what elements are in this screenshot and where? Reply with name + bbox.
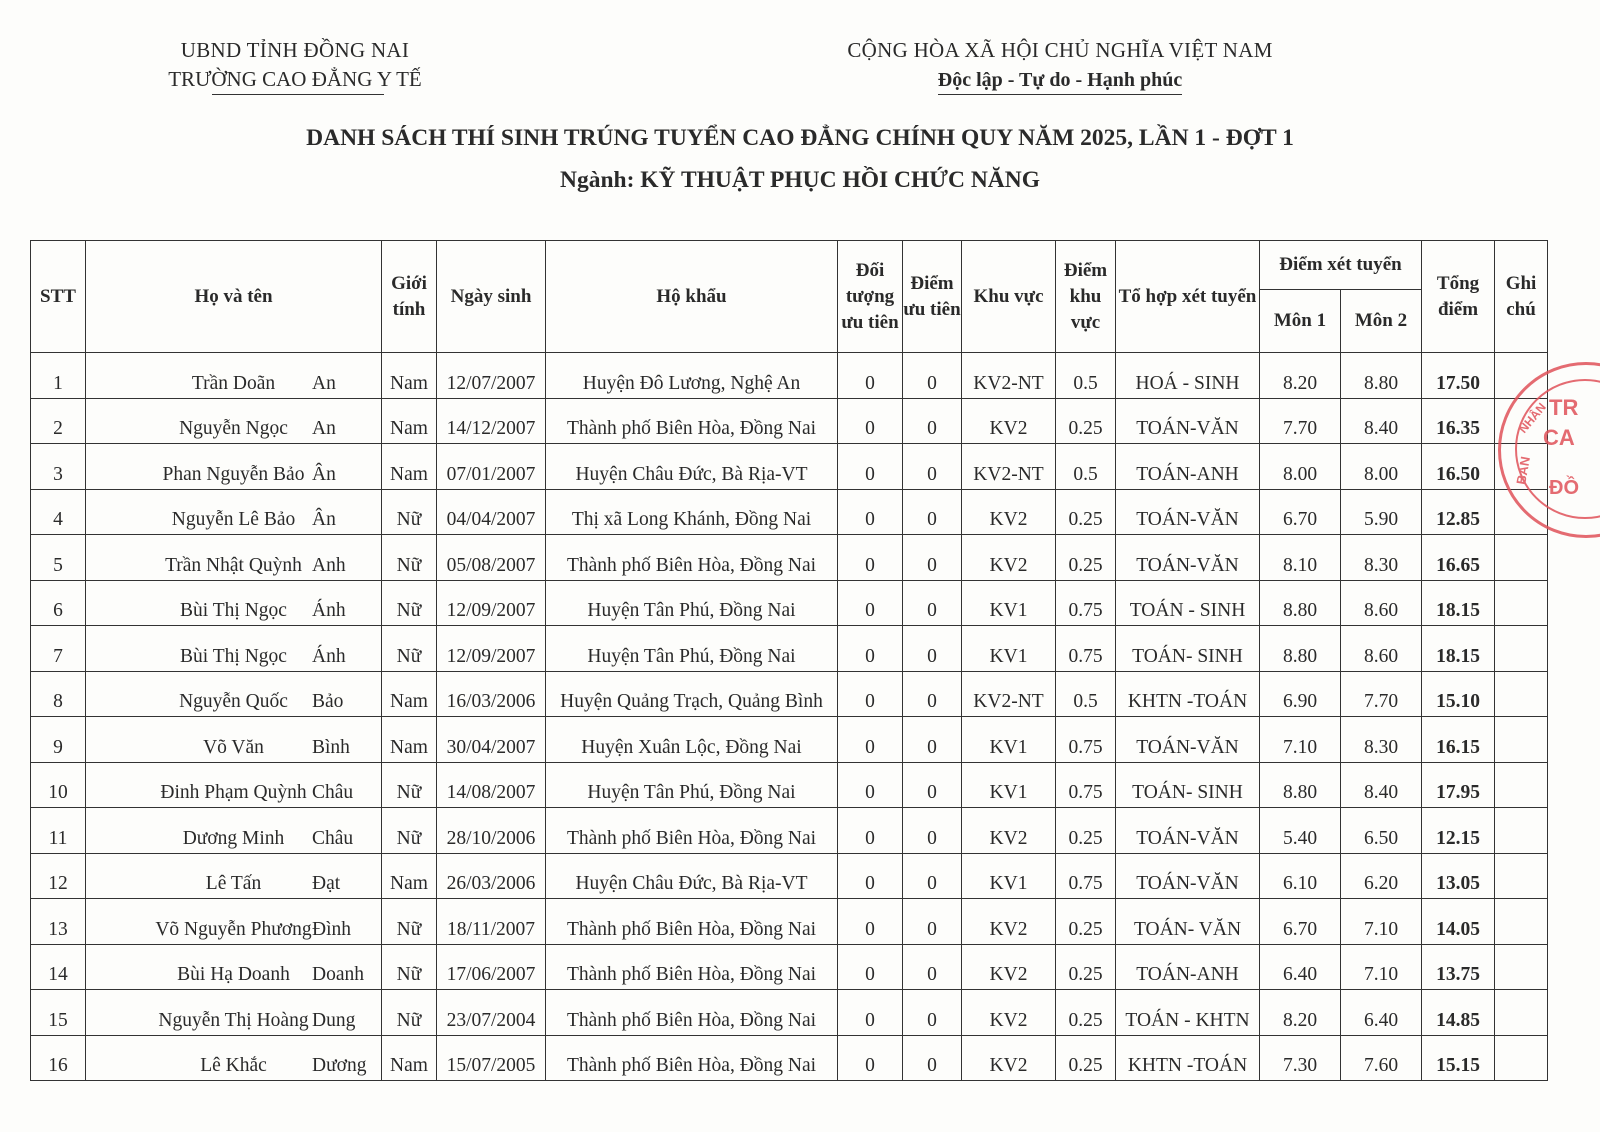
row-note (1495, 626, 1548, 672)
row-stt: 10 (31, 762, 86, 808)
row-priority-group: 0 (838, 535, 903, 581)
row-gender: Nam (382, 398, 437, 444)
row-priority-group: 0 (838, 444, 903, 490)
col-header-total: Tổng điểm (1422, 241, 1495, 353)
seal-text-c: ĐỒ (1549, 477, 1579, 499)
row-last-name: Lê Tấn (205, 873, 262, 894)
row-region: KV2 (962, 808, 1056, 854)
row-combo: KHTN -TOÁN (1116, 671, 1260, 717)
row-note (1495, 944, 1548, 990)
row-priority-points: 0 (903, 626, 962, 672)
row-subject2: 6.50 (1341, 808, 1422, 854)
row-priority-points: 0 (903, 1035, 962, 1081)
row-note (1495, 535, 1548, 581)
row-subject2: 8.40 (1341, 762, 1422, 808)
row-region: KV1 (962, 626, 1056, 672)
row-region: KV2 (962, 1035, 1056, 1081)
row-address: Thành phố Biên Hòa, Đồng Nai (546, 398, 838, 444)
col-header-region-points: Điểm khu vực (1056, 241, 1116, 353)
row-stt: 12 (31, 853, 86, 899)
row-note (1495, 808, 1548, 854)
table-row (31, 580, 1548, 626)
row-note (1495, 899, 1548, 945)
row-subject1: 7.30 (1260, 1035, 1341, 1081)
seal-text-d: BAN (1513, 455, 1533, 486)
row-combo: TOÁN-VĂN (1116, 398, 1260, 444)
row-subject2: 8.30 (1341, 717, 1422, 763)
row-subject1: 8.20 (1260, 990, 1341, 1036)
row-region: KV2 (962, 990, 1056, 1036)
row-subject1: 8.80 (1260, 580, 1341, 626)
document-title: DANH SÁCH THÍ SINH TRÚNG TUYỂN CAO ĐẲNG CHÍNH QUY NĂM 2025, LẦN 1 - ĐỢT 1 (306, 125, 1294, 151)
row-dob: 18/11/2007 (437, 899, 546, 945)
row-stt: 3 (31, 444, 86, 490)
row-region-points: 0.25 (1056, 489, 1116, 535)
row-last-name: Võ Nguyễn Phương (155, 918, 312, 940)
row-subject2: 6.20 (1341, 853, 1422, 899)
table-row (31, 717, 1548, 763)
row-gender: Nam (382, 671, 437, 717)
row-subject1: 6.70 (1260, 899, 1341, 945)
row-region-points: 0.5 (1056, 444, 1116, 490)
row-region-points: 0.25 (1056, 1035, 1116, 1081)
table-row (31, 353, 1548, 399)
row-name (86, 899, 382, 945)
row-gender: Nữ (382, 990, 437, 1036)
row-subject1: 7.70 (1260, 398, 1341, 444)
col-header-dob: Ngày sinh (437, 241, 546, 353)
row-total: 17.95 (1422, 762, 1495, 808)
row-region-points: 0.25 (1056, 535, 1116, 581)
row-note (1495, 1035, 1548, 1081)
table-row (31, 762, 1548, 808)
row-last-name: Trần Nhật Quỳnh (165, 554, 302, 576)
row-last-name: Trần Doãn (191, 372, 276, 394)
row-dob: 28/10/2006 (437, 808, 546, 854)
row-region-points: 0.25 (1056, 944, 1116, 990)
row-priority-group: 0 (838, 1035, 903, 1081)
row-address: Huyện Tân Phú, Đồng Nai (546, 626, 838, 672)
row-dob: 12/09/2007 (437, 580, 546, 626)
row-name (86, 580, 382, 626)
national-name: CỘNG HÒA XÃ HỘI CHỦ NGHĨA VIỆT NAM (847, 38, 1273, 62)
row-total: 13.75 (1422, 944, 1495, 990)
row-region: KV2 (962, 398, 1056, 444)
row-first-name: Dung (312, 1009, 356, 1031)
row-region-points: 0.75 (1056, 717, 1116, 763)
col-header-region: Khu vực (962, 241, 1056, 353)
row-region-points: 0.75 (1056, 580, 1116, 626)
row-subject2: 8.60 (1341, 580, 1422, 626)
row-subject1: 8.80 (1260, 762, 1341, 808)
row-gender: Nam (382, 853, 437, 899)
row-gender: Nam (382, 717, 437, 763)
row-dob: 07/01/2007 (437, 444, 546, 490)
row-dob: 12/07/2007 (437, 353, 546, 399)
row-name (86, 353, 382, 399)
row-dob: 17/06/2007 (437, 944, 546, 990)
row-region-points: 0.25 (1056, 990, 1116, 1036)
row-priority-points: 0 (903, 808, 962, 854)
row-subject1: 8.00 (1260, 444, 1341, 490)
row-name (86, 626, 382, 672)
table-row (31, 626, 1548, 672)
col-header-address: Hộ khẩu (546, 241, 838, 353)
row-first-name: Đạt (312, 873, 341, 894)
row-stt: 1 (31, 353, 86, 399)
row-priority-points: 0 (903, 353, 962, 399)
row-subject1: 6.40 (1260, 944, 1341, 990)
row-subject1: 6.10 (1260, 853, 1341, 899)
row-subject1: 7.10 (1260, 717, 1341, 763)
row-gender: Nữ (382, 899, 437, 945)
row-subject2: 8.30 (1341, 535, 1422, 581)
row-address: Thành phố Biên Hòa, Đồng Nai (546, 535, 838, 581)
row-total: 18.15 (1422, 580, 1495, 626)
row-combo: TOÁN-VĂN (1116, 853, 1260, 899)
row-priority-group: 0 (838, 353, 903, 399)
row-first-name: Châu (312, 782, 354, 803)
row-total: 12.85 (1422, 489, 1495, 535)
row-total: 15.10 (1422, 671, 1495, 717)
row-first-name: Ân (312, 463, 336, 485)
row-total: 13.05 (1422, 853, 1495, 899)
row-subject2: 7.10 (1341, 944, 1422, 990)
row-priority-points: 0 (903, 899, 962, 945)
row-gender: Nữ (382, 626, 437, 672)
table-row (31, 398, 1548, 444)
row-region-points: 0.5 (1056, 671, 1116, 717)
table-row (31, 535, 1548, 581)
col-header-name: Họ và tên (86, 241, 382, 353)
document-subtitle: Ngành: KỸ THUẬT PHỤC HỒI CHỨC NĂNG (559, 167, 1041, 193)
row-note (1495, 580, 1548, 626)
row-priority-points: 0 (903, 444, 962, 490)
row-first-name: Ánh (312, 600, 346, 621)
row-priority-points: 0 (903, 990, 962, 1036)
row-last-name: Võ Văn (203, 736, 264, 758)
table-row (31, 990, 1548, 1036)
col-header-gender: Giới tính (382, 241, 437, 353)
row-stt: 13 (31, 899, 86, 945)
row-name (86, 990, 382, 1036)
row-combo: TOÁN - SINH (1116, 580, 1260, 626)
row-address: Huyện Châu Đức, Bà Rịa-VT (546, 853, 838, 899)
row-priority-points: 0 (903, 671, 962, 717)
row-subject2: 7.10 (1341, 899, 1422, 945)
row-total: 14.85 (1422, 990, 1495, 1036)
col-header-combo: Tổ hợp xét tuyển (1116, 241, 1260, 353)
seal-text-e: NHÂN (1515, 400, 1549, 436)
row-region: KV2-NT (962, 353, 1056, 399)
col-header-subject1: Môn 1 (1260, 290, 1341, 353)
row-gender: Nam (382, 353, 437, 399)
row-dob: 23/07/2004 (437, 990, 546, 1036)
row-total: 12.15 (1422, 808, 1495, 854)
row-region: KV1 (962, 853, 1056, 899)
col-header-note: Ghi chú (1495, 241, 1548, 353)
row-total: 15.15 (1422, 1035, 1495, 1081)
row-name (86, 853, 382, 899)
row-last-name: Bùi Thị Ngọc (180, 645, 287, 667)
row-priority-group: 0 (838, 808, 903, 854)
row-name (86, 808, 382, 854)
row-name (86, 944, 382, 990)
row-address: Huyện Quảng Trạch, Quảng Bình (546, 671, 838, 717)
row-first-name: Doanh (312, 964, 364, 985)
row-last-name: Nguyễn Ngọc (179, 418, 288, 439)
issuer-authority: UBND TỈNH ĐỒNG NAI (180, 38, 410, 62)
row-region-points: 0.75 (1056, 626, 1116, 672)
col-header-priority-group: Đối tượng ưu tiên (838, 241, 903, 353)
row-total: 14.05 (1422, 899, 1495, 945)
row-stt: 7 (31, 626, 86, 672)
row-combo: TOÁN-VĂN (1116, 808, 1260, 854)
table-row (31, 944, 1548, 990)
row-combo: TOÁN - KHTN (1116, 990, 1260, 1036)
row-name (86, 489, 382, 535)
row-subject2: 8.80 (1341, 353, 1422, 399)
row-note (1495, 762, 1548, 808)
row-region: KV1 (962, 762, 1056, 808)
row-last-name: Lê Khắc (200, 1055, 267, 1076)
seal-text-b: CA (1543, 425, 1575, 450)
row-priority-group: 0 (838, 717, 903, 763)
row-combo: TOÁN-ANH (1116, 944, 1260, 990)
row-note (1495, 671, 1548, 717)
row-subject2: 8.40 (1341, 398, 1422, 444)
row-priority-points: 0 (903, 853, 962, 899)
row-last-name: Đinh Phạm Quỳnh (160, 782, 307, 803)
row-address: Huyện Tân Phú, Đồng Nai (546, 762, 838, 808)
row-priority-group: 0 (838, 626, 903, 672)
row-last-name: Phan Nguyễn Bảo (162, 463, 305, 485)
row-subject1: 8.80 (1260, 626, 1341, 672)
row-address: Huyện Châu Đức, Bà Rịa-VT (546, 444, 838, 490)
national-motto-block (800, 38, 1320, 95)
row-gender: Nam (382, 1035, 437, 1081)
col-header-subject2: Môn 2 (1341, 290, 1422, 353)
row-region: KV2-NT (962, 671, 1056, 717)
row-region: KV1 (962, 717, 1056, 763)
row-region: KV2-NT (962, 444, 1056, 490)
row-address: Thị xã Long Khánh, Đồng Nai (546, 489, 838, 535)
row-priority-points: 0 (903, 398, 962, 444)
row-name (86, 398, 382, 444)
row-dob: 14/12/2007 (437, 398, 546, 444)
national-motto: Độc lập - Tự do - Hạnh phúc (938, 69, 1182, 95)
row-total: 16.65 (1422, 535, 1495, 581)
row-priority-group: 0 (838, 671, 903, 717)
row-combo: TOÁN-VĂN (1116, 489, 1260, 535)
row-subject1: 8.20 (1260, 353, 1341, 399)
row-subject1: 5.40 (1260, 808, 1341, 854)
row-name (86, 444, 382, 490)
row-dob: 04/04/2007 (437, 489, 546, 535)
row-address: Thành phố Biên Hòa, Đồng Nai (546, 944, 838, 990)
row-first-name: Anh (312, 554, 346, 576)
table-row (31, 671, 1548, 717)
table-row (31, 853, 1548, 899)
row-priority-points: 0 (903, 489, 962, 535)
row-combo: TOÁN- SINH (1116, 762, 1260, 808)
row-region: KV2 (962, 489, 1056, 535)
row-gender: Nữ (382, 535, 437, 581)
table-row (31, 1035, 1548, 1081)
row-gender: Nam (382, 444, 437, 490)
row-region-points: 0.25 (1056, 398, 1116, 444)
row-dob: 16/03/2006 (437, 671, 546, 717)
row-region: KV1 (962, 580, 1056, 626)
row-combo: TOÁN-VĂN (1116, 535, 1260, 581)
row-subject1: 6.70 (1260, 489, 1341, 535)
row-stt: 11 (31, 808, 86, 854)
row-last-name: Bùi Thị Ngọc (180, 600, 287, 621)
issuer-underline (212, 94, 384, 95)
row-subject1: 8.10 (1260, 535, 1341, 581)
row-stt: 2 (31, 398, 86, 444)
row-stt: 8 (31, 671, 86, 717)
row-region: KV2 (962, 899, 1056, 945)
row-dob: 30/04/2007 (437, 717, 546, 763)
row-subject2: 7.60 (1341, 1035, 1422, 1081)
row-priority-group: 0 (838, 899, 903, 945)
table-row (31, 808, 1548, 854)
col-header-stt: STT (31, 241, 86, 353)
row-first-name: Ánh (312, 645, 346, 667)
row-stt: 15 (31, 990, 86, 1036)
row-stt: 6 (31, 580, 86, 626)
seal-text-a: TR (1549, 395, 1579, 420)
row-stt: 16 (31, 1035, 86, 1081)
row-total: 16.50 (1422, 444, 1495, 490)
row-combo: TOÁN- VĂN (1116, 899, 1260, 945)
row-priority-points: 0 (903, 580, 962, 626)
row-priority-group: 0 (838, 944, 903, 990)
table-row (31, 899, 1548, 945)
row-subject2: 7.70 (1341, 671, 1422, 717)
row-first-name: An (312, 372, 336, 394)
row-priority-points: 0 (903, 535, 962, 581)
row-address: Thành phố Biên Hòa, Đồng Nai (546, 990, 838, 1036)
row-address: Thành phố Biên Hòa, Đồng Nai (546, 1035, 838, 1081)
row-name (86, 717, 382, 763)
row-name (86, 762, 382, 808)
row-total: 17.50 (1422, 353, 1495, 399)
row-subject2: 8.60 (1341, 626, 1422, 672)
row-note (1495, 717, 1548, 763)
row-region: KV2 (962, 944, 1056, 990)
row-gender: Nữ (382, 580, 437, 626)
row-note (1495, 990, 1548, 1036)
row-combo: HOÁ - SINH (1116, 353, 1260, 399)
row-subject2: 5.90 (1341, 489, 1422, 535)
row-total: 16.15 (1422, 717, 1495, 763)
row-priority-group: 0 (838, 853, 903, 899)
row-last-name: Nguyễn Lê Bảo (171, 509, 296, 530)
col-header-scores: Điểm xét tuyển (1260, 241, 1422, 290)
row-priority-points: 0 (903, 717, 962, 763)
row-priority-group: 0 (838, 762, 903, 808)
row-priority-group: 0 (838, 398, 903, 444)
row-subject2: 6.40 (1341, 990, 1422, 1036)
col-header-priority-points: Điểm ưu tiên (903, 241, 962, 353)
row-gender: Nữ (382, 808, 437, 854)
row-first-name: Đình (312, 918, 351, 940)
row-dob: 14/08/2007 (437, 762, 546, 808)
row-region-points: 0.25 (1056, 808, 1116, 854)
row-region-points: 0.5 (1056, 353, 1116, 399)
row-gender: Nữ (382, 489, 437, 535)
row-combo: TOÁN-ANH (1116, 444, 1260, 490)
row-last-name: Nguyễn Thị Hoàng (158, 1009, 309, 1031)
row-address: Huyện Đô Lương, Nghệ An (546, 353, 838, 399)
row-stt: 14 (31, 944, 86, 990)
row-name (86, 671, 382, 717)
row-region-points: 0.75 (1056, 853, 1116, 899)
row-last-name: Dương Minh (182, 827, 285, 849)
row-priority-points: 0 (903, 944, 962, 990)
row-address: Thành phố Biên Hòa, Đồng Nai (546, 808, 838, 854)
row-name (86, 535, 382, 581)
row-first-name: Bảo (312, 691, 344, 712)
row-last-name: Nguyễn Quốc (179, 691, 288, 712)
row-region: KV2 (962, 535, 1056, 581)
row-last-name: Bùi Hạ Doanh (177, 964, 290, 985)
row-priority-group: 0 (838, 990, 903, 1036)
row-first-name: An (312, 418, 336, 439)
row-priority-group: 0 (838, 489, 903, 535)
admission-table (30, 240, 1548, 1081)
row-priority-points: 0 (903, 762, 962, 808)
row-subject2: 8.00 (1341, 444, 1422, 490)
row-stt: 4 (31, 489, 86, 535)
row-priority-group: 0 (838, 580, 903, 626)
row-gender: Nữ (382, 762, 437, 808)
row-combo: TOÁN- SINH (1116, 626, 1260, 672)
issuer-school: TRƯỜNG CAO ĐẲNG Y TẾ (168, 67, 422, 91)
row-name (86, 1035, 382, 1081)
row-first-name: Ân (312, 509, 336, 530)
row-dob: 26/03/2006 (437, 853, 546, 899)
row-first-name: Châu (312, 827, 354, 849)
row-dob: 05/08/2007 (437, 535, 546, 581)
row-region-points: 0.75 (1056, 762, 1116, 808)
row-first-name: Bình (312, 736, 350, 758)
row-address: Thành phố Biên Hòa, Đồng Nai (546, 899, 838, 945)
issuer-block (140, 38, 450, 92)
row-address: Huyện Xuân Lộc, Đồng Nai (546, 717, 838, 763)
row-stt: 5 (31, 535, 86, 581)
row-subject1: 6.90 (1260, 671, 1341, 717)
row-region-points: 0.25 (1056, 899, 1116, 945)
table-row (31, 489, 1548, 535)
row-gender: Nữ (382, 944, 437, 990)
row-dob: 15/07/2005 (437, 1035, 546, 1081)
row-stt: 9 (31, 717, 86, 763)
row-note (1495, 853, 1548, 899)
row-first-name: Dương (312, 1055, 367, 1076)
row-combo: KHTN -TOÁN (1116, 1035, 1260, 1081)
row-combo: TOÁN-VĂN (1116, 717, 1260, 763)
row-address: Huyện Tân Phú, Đồng Nai (546, 580, 838, 626)
row-total: 16.35 (1422, 398, 1495, 444)
row-dob: 12/09/2007 (437, 626, 546, 672)
row-total: 18.15 (1422, 626, 1495, 672)
table-row (31, 444, 1548, 490)
